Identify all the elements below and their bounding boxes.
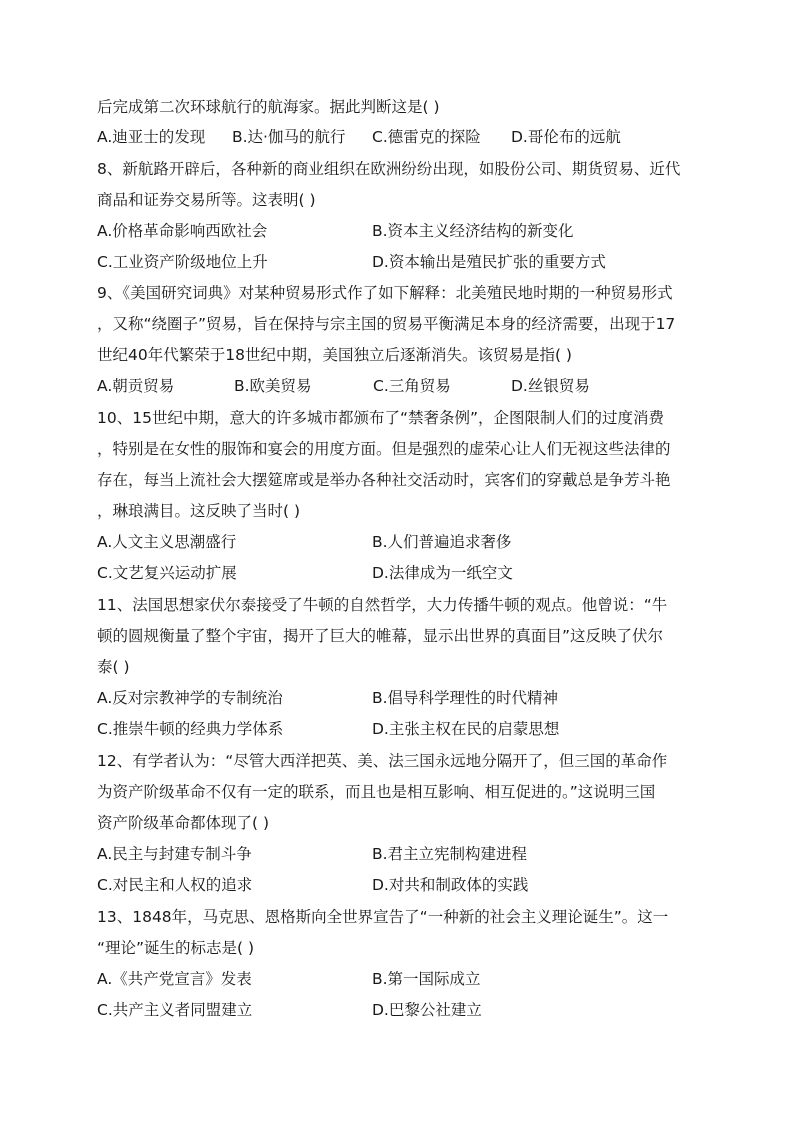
q13-option-b: B.第一国际成立 (372, 970, 481, 988)
q10-stem-line-2: ，特别是在女性的服饰和宴会的用度方面。但是强烈的虚荣心让人们无视这些法律的 (97, 440, 671, 458)
q12-stem-line-3: 资产阶级革命都体现了( ) (97, 814, 270, 832)
q7-option-b: B.达·伽马的航行 (232, 128, 346, 146)
q12-option-b: B.君主立宪制构建进程 (372, 845, 528, 863)
q10-option-d: D.法律成为一纸空文 (372, 564, 513, 582)
q8-option-a: A.价格革命影响西欧社会 (97, 222, 268, 240)
q10-stem-line-4: ，琳琅满目。这反映了当时( ) (97, 502, 301, 520)
q10-option-c: C.文艺复兴运动扩展 (97, 564, 237, 582)
q7-stem-line-1: 后完成第二次环球航行的航海家。据此判断这是( ) (97, 98, 440, 116)
q13-stem-line-2: “理论”诞生的标志是( ) (97, 939, 255, 957)
q8-stem-line-2: 商品和证券交易所等。这表明( ) (97, 191, 316, 209)
q11-option-d: D.主张主权在民的启蒙思想 (372, 720, 560, 738)
q10-option-a: A.人文主义思潮盛行 (97, 533, 237, 551)
q9-stem-line-1: 9、《美国研究词典》对某种贸易形式作了如下解释：北美殖民地时期的一种贸易形式 (97, 284, 673, 302)
q7-option-c: C.德雷克的探险 (372, 128, 481, 146)
q8-stem-line-1: 8、新航路开辟后，各种新的商业组织在欧洲纷纷出现，如股份公司、期货贸易、近代 (97, 160, 681, 178)
q11-stem-line-2: 顿的圆规衡量了整个宇宙，揭开了巨大的帷幕，显示出世界的真面目”这反映了伏尔 (97, 627, 664, 645)
q13-option-d: D.巴黎公社建立 (372, 1001, 482, 1019)
q9-stem-line-3: 世纪40年代繁荣于18世纪中期，美国独立后逐渐消失。该贸易是指( ) (97, 346, 572, 364)
q11-stem-line-1: 11、法国思想家伏尔泰接受了牛顿的自然哲学，大力传播牛顿的观点。他曾说：“牛 (97, 596, 668, 614)
q10-stem-line-1: 10、15世纪中期，意大的许多城市都颁布了“禁奢条例”，企图限制人们的过度消费 (97, 409, 665, 427)
q12-option-c: C.对民主和人权的追求 (97, 876, 253, 894)
q10-stem-line-3: 存在，每当上流社会大摆筵席或是举办各种社交活动时，宾客们的穿戴总是争芳斗艳 (97, 471, 671, 489)
q9-option-c: C.三角贸易 (373, 377, 451, 395)
q13-option-a: A.《共产党宣言》发表 (97, 970, 252, 988)
q13-stem-line-1: 13、1848年，马克思、恩格斯向全世界宣告了“一种新的社会主义理论诞生”。这一 (97, 908, 669, 926)
q11-option-a: A.反对宗教神学的专制统治 (97, 689, 283, 707)
q11-option-c: C.推崇牛顿的经典力学体系 (97, 720, 284, 738)
q11-option-b: B.倡导科学理性的时代精神 (372, 689, 559, 707)
q12-option-d: D.对共和制政体的实践 (372, 876, 529, 894)
q7-option-a: A.迪亚士的发现 (97, 128, 206, 146)
q7-option-d: D.哥伦布的远航 (511, 128, 621, 146)
q9-option-d: D.丝银贸易 (511, 377, 590, 395)
q12-option-a: A.民主与封建专制斗争 (97, 845, 252, 863)
q9-option-a: A.朝贡贸易 (97, 377, 175, 395)
q8-option-b: B.资本主义经济结构的新变化 (372, 222, 574, 240)
q12-stem-line-2: 为资产阶级革命不仅有一定的联系，而且也是相互影响、相互促进的。”这说明三国 (97, 783, 656, 801)
q11-stem-line-3: 泰( ) (97, 658, 130, 676)
q10-option-b: B.人们普遍追求奢侈 (372, 533, 512, 551)
q8-option-d: D.资本输出是殖民扩张的重要方式 (372, 253, 606, 271)
q12-stem-line-1: 12、有学者认为：“尽管大西洋把英、美、法三国永远地分隔开了，但三国的革命作 (97, 752, 668, 770)
q13-option-c: C.共产主义者同盟建立 (97, 1001, 253, 1019)
q9-stem-line-2: ，又称“绕圈子”贸易，旨在保持与宗主国的贸易平衡满足本身的经济需要，出现于17 (97, 315, 676, 333)
q8-option-c: C.工业资产阶级地位上升 (97, 253, 268, 271)
q9-option-b: B.欧美贸易 (234, 377, 312, 395)
